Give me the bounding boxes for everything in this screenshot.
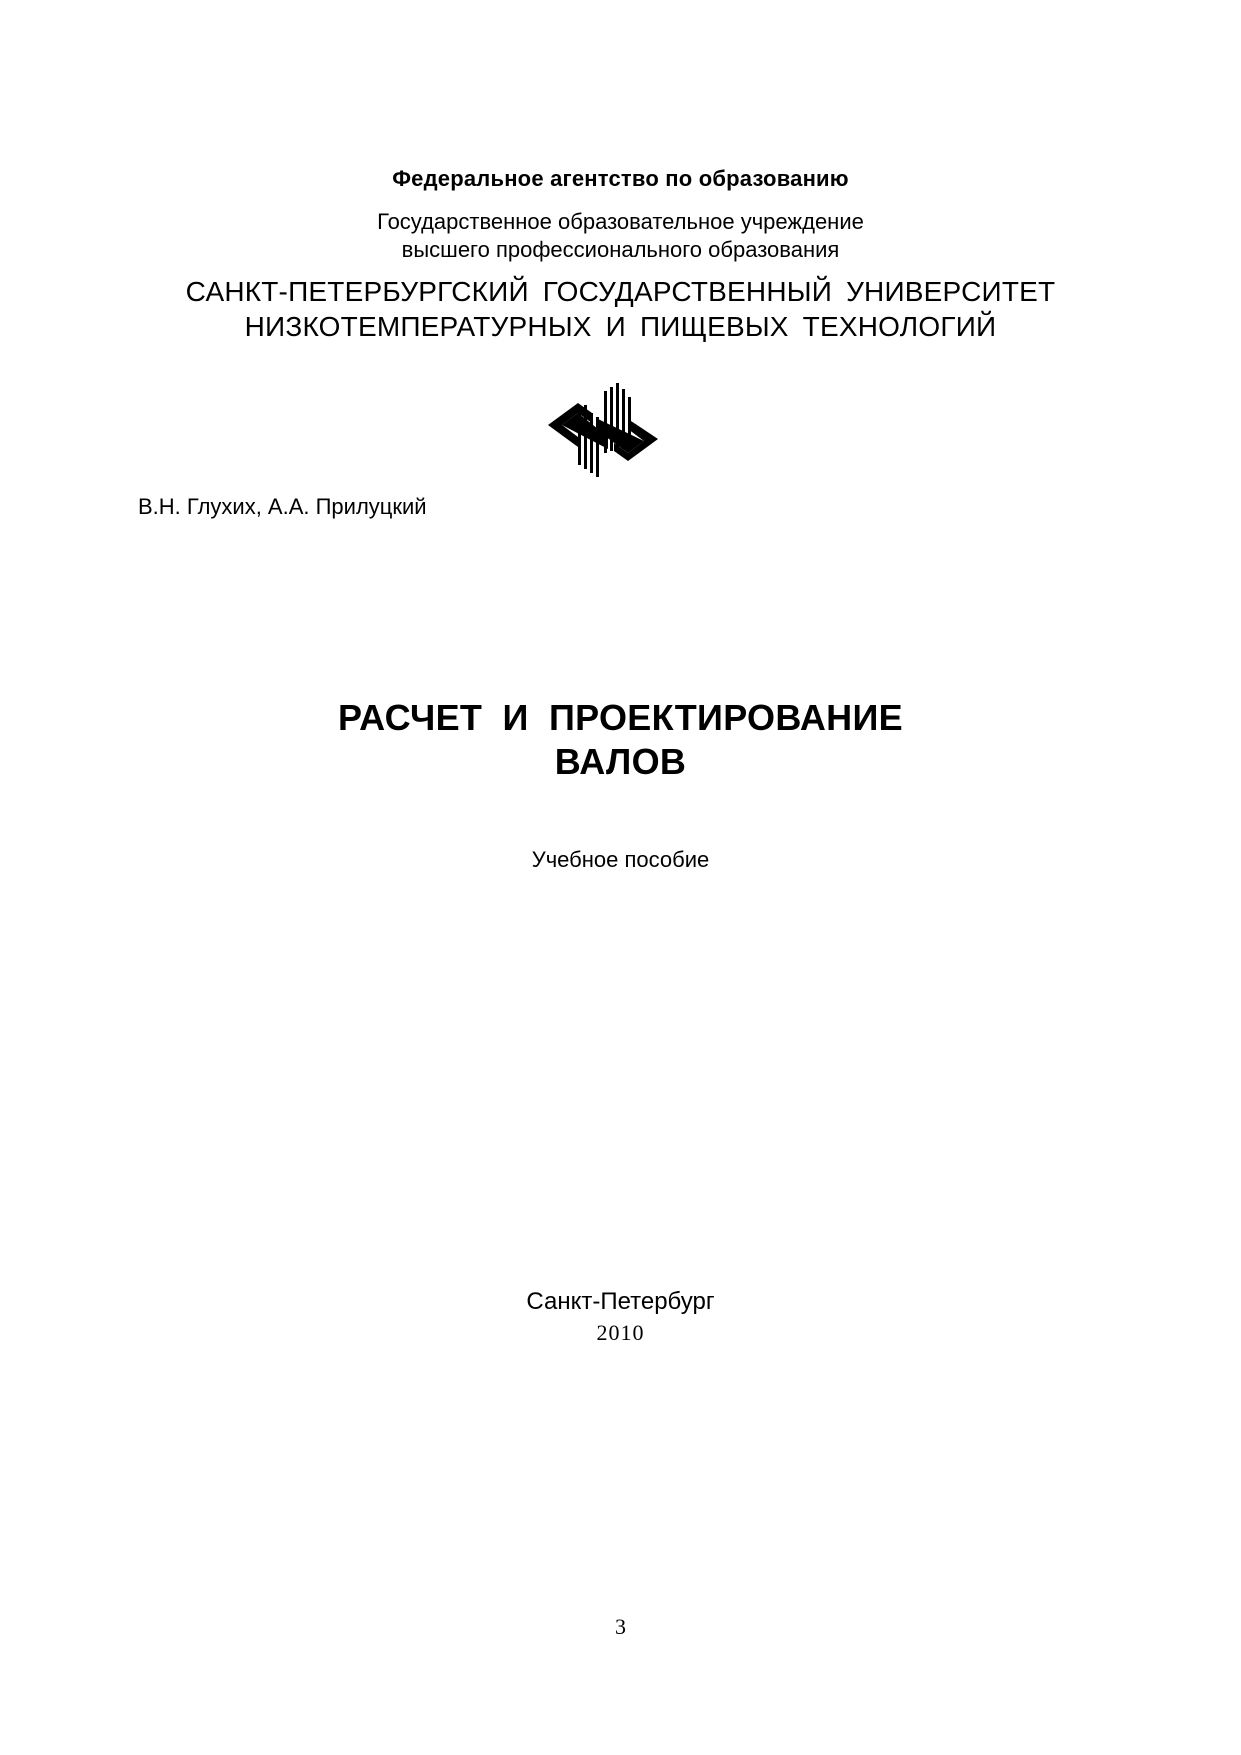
book-title-line-1: РАСЧЕТ И ПРОЕКТИРОВАНИЕ [338,697,903,738]
agency-name: Федеральное агентство по образованию [392,166,849,191]
university-emblem-icon [548,383,658,485]
university-name-line-2: НИЗКОТЕМПЕРАТУРНЫХ И ПИЩЕВЫХ ТЕХНОЛОГИЙ [244,311,997,342]
institution-line-1: Государственное образовательное учреждение [377,209,864,234]
publication-city: Санкт-Петербург [526,1288,715,1315]
book-title-line-2: ВАЛОВ [554,741,687,782]
university-name-line-1: САНКТ-ПЕТЕРБУРГСКИЙ ГОСУДАРСТВЕННЫЙ УНИВЕРСИТЕТ [185,276,1056,307]
page-number: 3 [615,1614,626,1639]
authors: В.Н. Глухих, А.А. Прилуцкий [138,494,427,519]
publication-year: 2010 [596,1320,645,1345]
institution-line-2: высшего профессионального образования [401,237,840,262]
book-type: Учебное пособие [531,847,710,872]
